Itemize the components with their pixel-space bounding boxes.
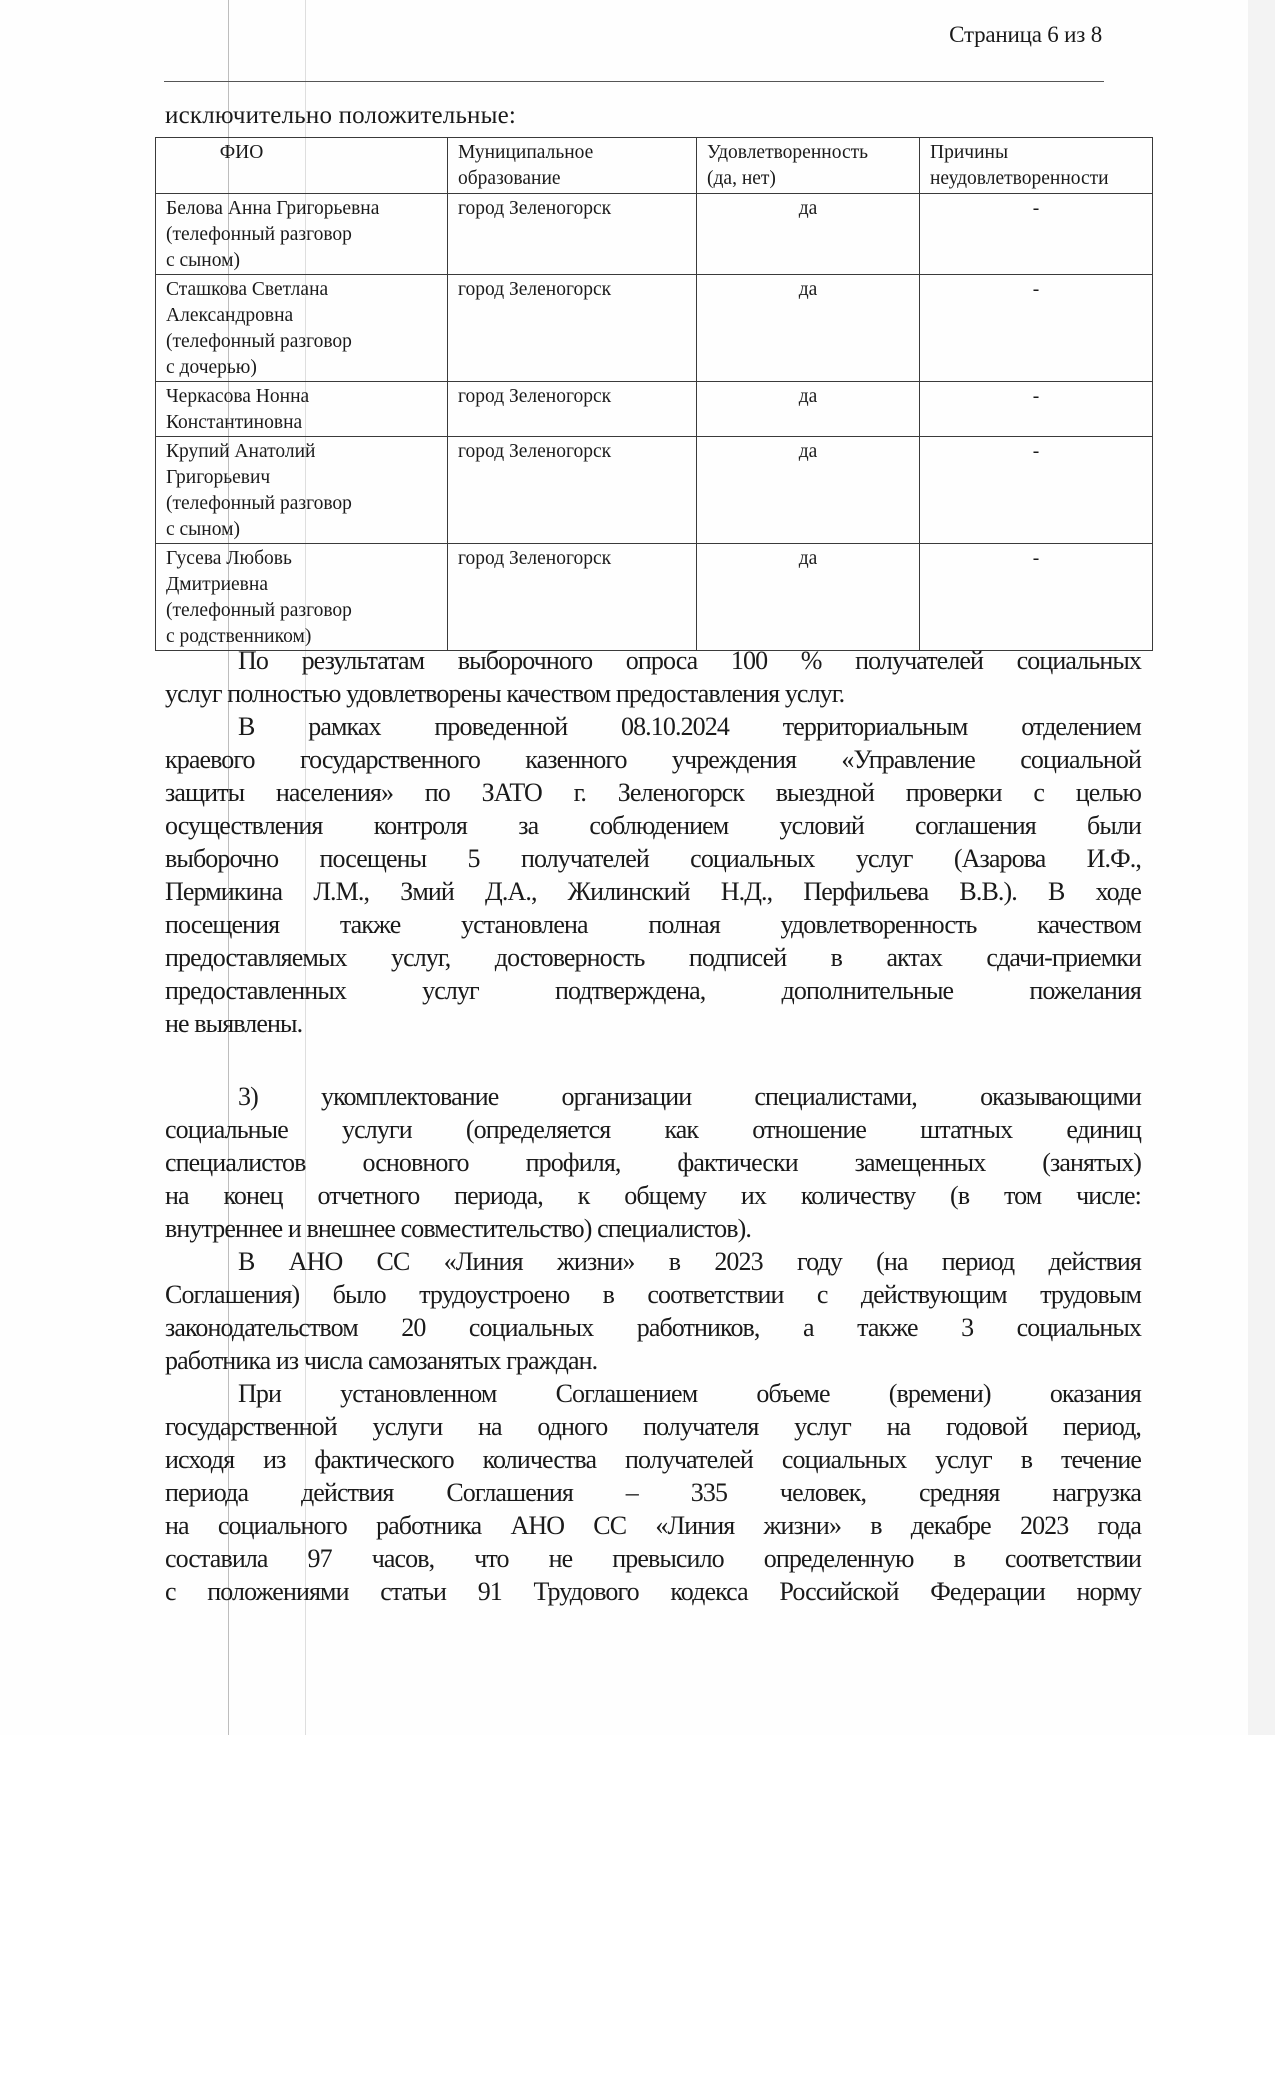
fio-line: Черкасова Нонна xyxy=(166,386,310,407)
text-line: Соглашения) было трудоустроено в соответствии с действующим трудовым xyxy=(165,1280,1141,1309)
text-line: внутреннее и внешнее совместительство) специалистов). xyxy=(165,1214,751,1243)
table-row xyxy=(156,194,1153,275)
cell-reasons: - xyxy=(920,382,1153,437)
cell-fio xyxy=(156,275,448,382)
fio-line: Белова Анна Григорьевна xyxy=(166,198,380,219)
text-line: краевого государственного казенного учреждения «Управление социальной xyxy=(165,745,1141,774)
text-line: составила 97 часов, что не превысило определенную в соответствии xyxy=(165,1544,1141,1573)
fio-line: с сыном) xyxy=(166,250,240,271)
fio-line: Александровна xyxy=(166,305,294,326)
fio-line: с дочерью) xyxy=(166,357,257,378)
scan-page-edge xyxy=(1248,0,1275,1735)
intro-line: исключительно положительные: xyxy=(165,102,517,129)
table-header-row xyxy=(156,138,1153,194)
cell-municipality: город Зеленогорск xyxy=(448,275,697,382)
fio-line: (телефонный разговор xyxy=(166,493,352,514)
cell-reasons: - xyxy=(920,194,1153,275)
text-line: услуг полностью удовлетворены качеством предоставления услуг. xyxy=(165,679,845,708)
text-line: При установленном Соглашением объеме (времени) оказания xyxy=(238,1379,1141,1408)
fio-line: (телефонный разговор xyxy=(166,331,352,352)
header-text: образование xyxy=(458,168,561,189)
header-text: ФИО xyxy=(219,142,264,163)
header-fio xyxy=(156,138,448,194)
cell-satisfied: да xyxy=(697,437,920,544)
header-text: Причины xyxy=(930,142,1009,163)
text-line: исходя из фактического количества получателей социальных услуг в течение xyxy=(165,1445,1141,1474)
cell-municipality: город Зеленогорск xyxy=(448,382,697,437)
cell-satisfied: да xyxy=(697,194,920,275)
text-line: В АНО СС «Линия жизни» в 2023 году (на период действия xyxy=(238,1247,1141,1276)
paragraph-staffing-criterion xyxy=(165,1080,1141,1608)
fio-line: Дмитриевна xyxy=(166,574,268,595)
cell-municipality: город Зеленогорск xyxy=(448,544,697,651)
text-line: предоставленных услуг подтверждена, дополнительные пожелания xyxy=(165,976,1141,1005)
text-line: По результатам выборочного опроса 100 % получателей социальных xyxy=(238,646,1141,675)
header-satisfaction xyxy=(697,138,920,194)
fio-line: Сташкова Светлана xyxy=(166,279,329,300)
fio-line: Гусева Любовь xyxy=(166,548,292,569)
text-line: на социального работника АНО СС «Линия жизни» в декабре 2023 года xyxy=(165,1511,1141,1540)
table-row xyxy=(156,275,1153,382)
header-text: Муниципальное xyxy=(458,142,594,163)
cell-satisfied: да xyxy=(697,275,920,382)
table-row xyxy=(156,382,1153,437)
text-line: не выявлены. xyxy=(165,1009,303,1038)
page-number: Страница 6 из 8 xyxy=(949,22,1102,47)
fio-line: (телефонный разговор xyxy=(166,224,352,245)
header-text: Удовлетворенность xyxy=(707,142,869,163)
header-municipality xyxy=(448,138,697,194)
cell-reasons: - xyxy=(920,437,1153,544)
fio-line: с сыном) xyxy=(166,519,240,540)
paragraph-survey-result xyxy=(165,644,1141,1040)
text-line: осуществления контроля за соблюдением условий соглашения были xyxy=(165,811,1141,840)
text-line: предоставляемых услуг, достоверность подписей в актах сдачи-приемки xyxy=(165,943,1141,972)
fio-line: Крупий Анатолий xyxy=(166,441,316,462)
table-row xyxy=(156,437,1153,544)
text-line: посещения также установлена полная удовлетворенность качеством xyxy=(165,910,1141,939)
text-line: периода действия Соглашения – 335 человек, средняя нагрузка xyxy=(165,1478,1141,1507)
cell-reasons: - xyxy=(920,544,1153,651)
text-line: Пермикина Л.М., Змий Д.А., Жилинский Н.Д., Перфильева В.В.). В ходе xyxy=(165,877,1141,906)
text-line: на конец отчетного периода, к общему их количеству (в том числе: xyxy=(165,1181,1141,1210)
cell-municipality: город Зеленогорск xyxy=(448,437,697,544)
header-text: неудовлетворенности xyxy=(930,168,1109,189)
text-line: В рамках проведенной 08.10.2024 территориальным отделением xyxy=(238,712,1141,741)
text-line: с положениями статьи 91 Трудового кодекса Российской Федерации норму xyxy=(165,1577,1141,1606)
cell-fio xyxy=(156,194,448,275)
text-line: социальные услуги (определяется как отношение штатных единиц xyxy=(165,1115,1141,1144)
cell-satisfied: да xyxy=(697,382,920,437)
fio-line: (телефонный разговор xyxy=(166,600,352,621)
cell-fio xyxy=(156,382,448,437)
cell-fio xyxy=(156,544,448,651)
cell-satisfied: да xyxy=(697,544,920,651)
table-row xyxy=(156,544,1153,651)
text-line: законодательством 20 социальных работников, а также 3 социальных xyxy=(165,1313,1141,1342)
text-line: специалистов основного профиля, фактически замещенных (занятых) xyxy=(165,1148,1141,1177)
text-line: выборочно посещены 5 получателей социальных услуг (Азарова И.Ф., xyxy=(165,844,1141,873)
header-divider xyxy=(164,81,1104,82)
header-text: (да, нет) xyxy=(707,168,776,189)
fio-line: Константиновна xyxy=(166,412,303,433)
survey-table xyxy=(155,137,1153,651)
fio-line: с родственником) xyxy=(166,626,312,647)
text-line: государственной услуги на одного получателя услуг на годовой период, xyxy=(165,1412,1141,1441)
header-reasons xyxy=(920,138,1153,194)
text-line: защиты населения» по ЗАТО г. Зеленогорск выездной проверки с целью xyxy=(165,778,1141,807)
cell-fio xyxy=(156,437,448,544)
cell-reasons: - xyxy=(920,275,1153,382)
text-line: 3) укомплектование организации специалистами, оказывающими xyxy=(238,1082,1141,1111)
cell-municipality: город Зеленогорск xyxy=(448,194,697,275)
text-line: работника из числа самозанятых граждан. xyxy=(165,1346,598,1375)
fio-line: Григорьевич xyxy=(166,467,271,488)
